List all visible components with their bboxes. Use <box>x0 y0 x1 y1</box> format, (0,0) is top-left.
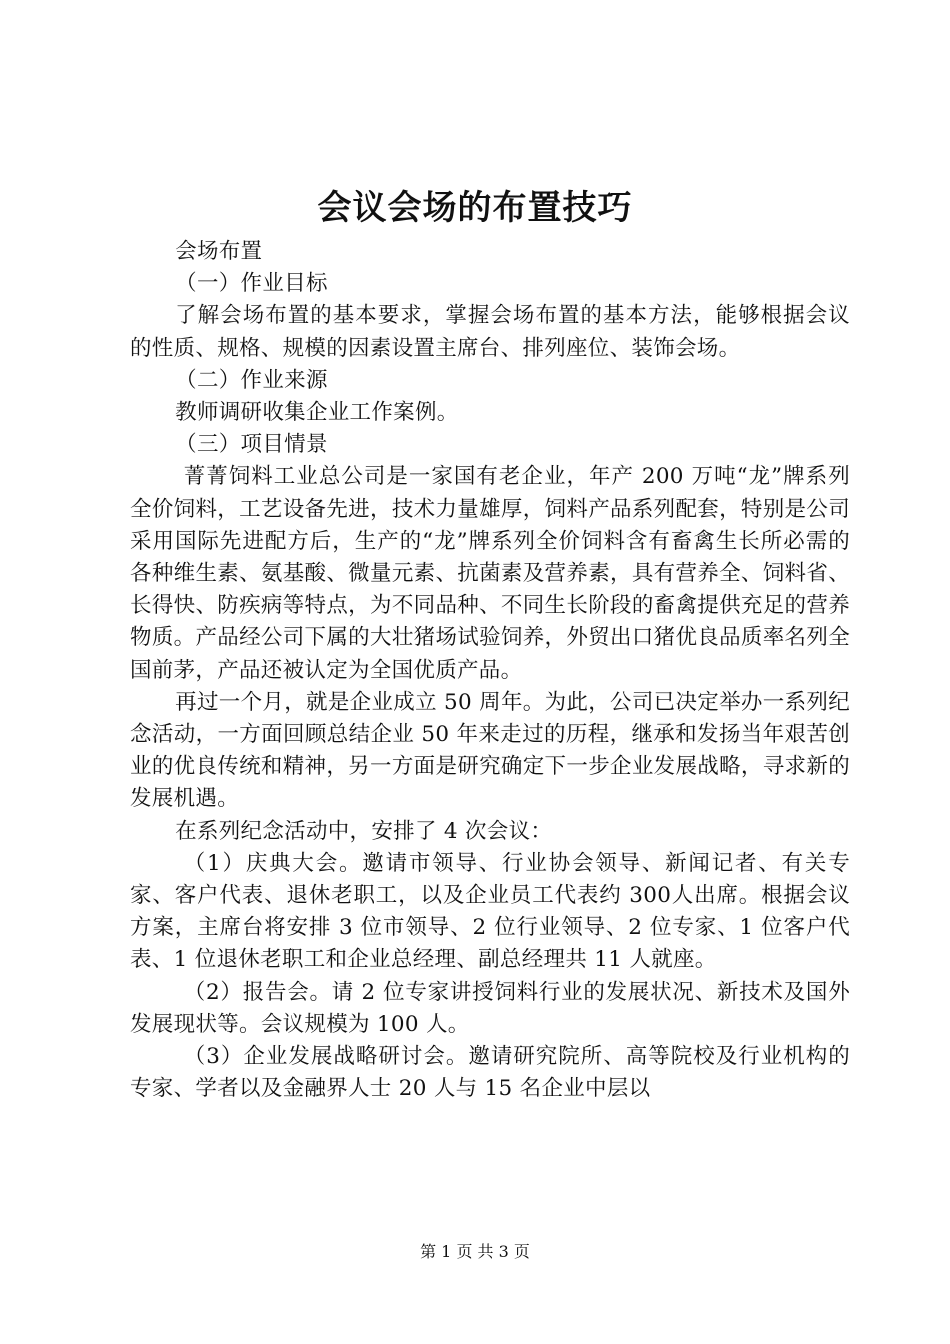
document-body <box>130 236 850 1105</box>
paragraph-anniversary: 再过一个月，就是企业成立 50 周年。为此，公司已决定举办一系列纪念活动，一方面回顾总结企业 50 年来走过的历程，继承和发扬当年艰苦创业的优良传统和精神，另一方面是研究确定下一步企业发展战略，寻求新的发展机遇。 <box>130 689 850 812</box>
document-title: 会议会场的布置技巧 <box>317 188 633 228</box>
paragraph-source: 教师调研收集企业工作案例。 <box>175 400 459 426</box>
page-footer: 第 1 页 共 3 页 <box>420 1242 530 1261</box>
paragraph-meeting-2: （2）报告会。请 2 位专家讲授饲料行业的发展状况、新技术及国外发展现状等。会议规模为 100 人。 <box>130 979 850 1037</box>
paragraph-meeting-3: （3）企业发展战略研讨会。邀请研究院所、高等院校及行业机构的专家、学者以及金融界人士 20 人与 15 名企业中层以 <box>130 1044 850 1102</box>
paragraph-scenario: 菁菁饲料工业总公司是一家国有老企业，年产 200 万吨“龙”牌系列全价饲料，工艺设备先进，技术力量雄厚，饲料产品系列配套，特别是公司采用国际先进配方后，生产的“龙”牌系列全价饲料含有畜禽生长所必需的各种维生素、氨基酸、微量元素、抗菌素及营养素，具有营养全、饲料省、长得快、防疾病等特点，为不同品种、不同生长阶段的畜禽提供充足的营养物质。产品经公司下属的大壮猪场试验饲养，外贸出口猪优良品质率名列全国前茅，产品还被认定为全国优质产品。 <box>130 464 850 683</box>
paragraph-meeting-1: （1）庆典大会。邀请市领导、行业协会领导、新闻记者、有关专家、客户代表、退休老职工，以及企业员工代表约 300人出席。根据会议方案，主席台将安排 3 位市领导、2 位行业领导、2 位专家、1 位客户代表、1 位退休老职工和企业总经理、副总经理共 11 人就座。 <box>130 850 850 973</box>
paragraph-heading: 会场布置 <box>175 239 263 264</box>
section-heading-scenario: （三）项目情景 <box>175 432 328 458</box>
section-heading-source: （二）作业来源 <box>175 367 328 393</box>
paragraph-meetings-intro: 在系列纪念活动中，安排了 4 次会议： <box>175 818 553 844</box>
section-heading-goal: （一）作业目标 <box>175 271 328 297</box>
paragraph-goal: 了解会场布置的基本要求，掌握会场布置的基本方法，能够根据会议的性质、规格、规模的因素设置主席台、排列座位、装饰会场。 <box>130 303 850 361</box>
